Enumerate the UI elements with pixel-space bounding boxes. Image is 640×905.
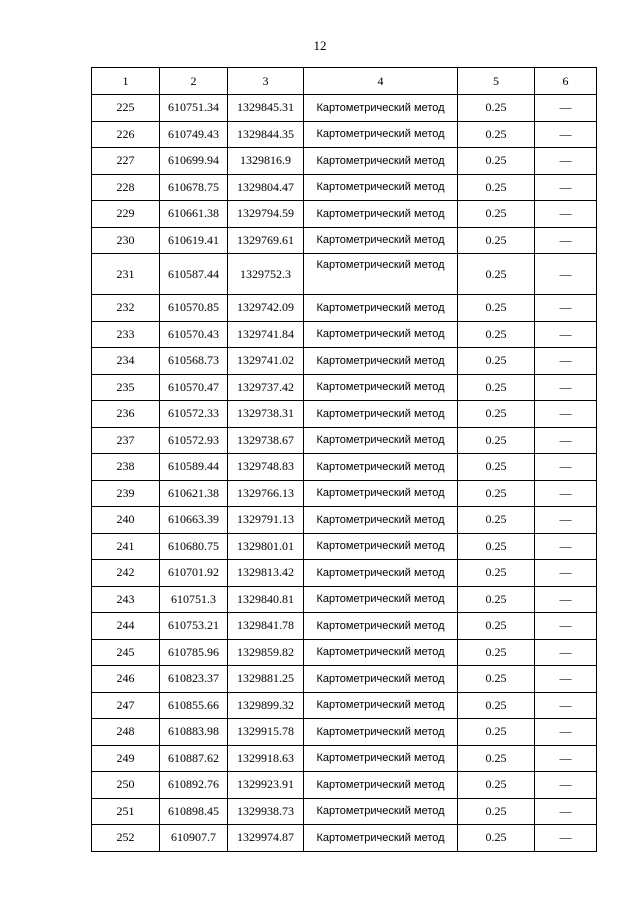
accuracy-cell: 0.25: [458, 825, 535, 852]
y-coordinate-cell: 1329737.42: [228, 374, 304, 401]
description-cell: —: [535, 507, 597, 534]
description-cell: —: [535, 95, 597, 122]
accuracy-cell: 0.25: [458, 719, 535, 746]
method-cell: Картометрический метод: [304, 798, 458, 825]
column-header: 2: [160, 68, 228, 95]
accuracy-cell: 0.25: [458, 174, 535, 201]
description-cell: —: [535, 148, 597, 175]
point-number-cell: 232: [92, 295, 160, 322]
y-coordinate-cell: 1329738.31: [228, 401, 304, 428]
table-row: [92, 295, 597, 322]
y-coordinate-cell: 1329816.9: [228, 148, 304, 175]
point-number-cell: 227: [92, 148, 160, 175]
x-coordinate-cell: 610751.34: [160, 95, 228, 122]
y-coordinate-cell: 1329794.59: [228, 201, 304, 228]
method-cell: Картометрический метод: [304, 174, 458, 201]
table-row: [92, 613, 597, 640]
accuracy-cell: 0.25: [458, 507, 535, 534]
method-cell: Картометрический метод: [304, 374, 458, 401]
y-coordinate-cell: 1329859.82: [228, 639, 304, 666]
point-number-cell: 240: [92, 507, 160, 534]
accuracy-cell: 0.25: [458, 348, 535, 375]
accuracy-cell: 0.25: [458, 374, 535, 401]
accuracy-cell: 0.25: [458, 254, 535, 295]
x-coordinate-cell: 610823.37: [160, 666, 228, 693]
method-cell: Картометрический метод: [304, 254, 458, 295]
description-cell: —: [535, 560, 597, 587]
method-cell: Картометрический метод: [304, 295, 458, 322]
accuracy-cell: 0.25: [458, 666, 535, 693]
method-cell: Картометрический метод: [304, 95, 458, 122]
description-cell: —: [535, 348, 597, 375]
point-number-cell: 234: [92, 348, 160, 375]
x-coordinate-cell: 610572.93: [160, 427, 228, 454]
y-coordinate-cell: 1329752.3: [228, 254, 304, 295]
accuracy-cell: 0.25: [458, 772, 535, 799]
table-header: [92, 68, 597, 95]
description-cell: —: [535, 745, 597, 772]
y-coordinate-cell: 1329881.25: [228, 666, 304, 693]
point-number-cell: 235: [92, 374, 160, 401]
x-coordinate-cell: 610678.75: [160, 174, 228, 201]
method-cell: Картометрический метод: [304, 692, 458, 719]
y-coordinate-cell: 1329845.31: [228, 95, 304, 122]
description-cell: —: [535, 254, 597, 295]
accuracy-cell: 0.25: [458, 201, 535, 228]
table-row: [92, 148, 597, 175]
method-cell: Картометрический метод: [304, 533, 458, 560]
method-cell: Картометрический метод: [304, 121, 458, 148]
table-row: [92, 507, 597, 534]
method-cell: Картометрический метод: [304, 148, 458, 175]
table-row: [92, 825, 597, 852]
description-cell: —: [535, 201, 597, 228]
point-number-cell: 238: [92, 454, 160, 481]
y-coordinate-cell: 1329766.13: [228, 480, 304, 507]
y-coordinate-cell: 1329915.78: [228, 719, 304, 746]
method-cell: Картометрический метод: [304, 427, 458, 454]
description-cell: —: [535, 454, 597, 481]
table-row: [92, 666, 597, 693]
table-row: [92, 201, 597, 228]
table-row: [92, 639, 597, 666]
point-number-cell: 246: [92, 666, 160, 693]
column-header: 1: [92, 68, 160, 95]
method-cell: Картометрический метод: [304, 401, 458, 428]
method-cell: Картометрический метод: [304, 227, 458, 254]
y-coordinate-cell: 1329748.83: [228, 454, 304, 481]
table-row: [92, 719, 597, 746]
table-row: [92, 348, 597, 375]
description-cell: —: [535, 825, 597, 852]
table-row: [92, 321, 597, 348]
accuracy-cell: 0.25: [458, 95, 535, 122]
point-number-cell: 239: [92, 480, 160, 507]
x-coordinate-cell: 610855.66: [160, 692, 228, 719]
table-row: [92, 374, 597, 401]
column-header: 5: [458, 68, 535, 95]
table-row: [92, 254, 597, 295]
point-number-cell: 252: [92, 825, 160, 852]
column-header: 3: [228, 68, 304, 95]
x-coordinate-cell: 610587.44: [160, 254, 228, 295]
accuracy-cell: 0.25: [458, 586, 535, 613]
point-number-cell: 229: [92, 201, 160, 228]
accuracy-cell: 0.25: [458, 692, 535, 719]
method-cell: Картометрический метод: [304, 480, 458, 507]
x-coordinate-cell: 610621.38: [160, 480, 228, 507]
page-number: 12: [313, 38, 327, 53]
method-cell: Картометрический метод: [304, 560, 458, 587]
y-coordinate-cell: 1329840.81: [228, 586, 304, 613]
description-cell: —: [535, 533, 597, 560]
accuracy-cell: 0.25: [458, 480, 535, 507]
description-cell: —: [535, 374, 597, 401]
description-cell: —: [535, 321, 597, 348]
point-number-cell: 245: [92, 639, 160, 666]
method-cell: Картометрический метод: [304, 507, 458, 534]
header-row: [92, 68, 597, 95]
y-coordinate-cell: 1329841.78: [228, 613, 304, 640]
y-coordinate-cell: 1329899.32: [228, 692, 304, 719]
method-cell: Картометрический метод: [304, 321, 458, 348]
table-row: [92, 745, 597, 772]
method-cell: Картометрический метод: [304, 745, 458, 772]
x-coordinate-cell: 610589.44: [160, 454, 228, 481]
method-cell: Картометрический метод: [304, 613, 458, 640]
point-number-cell: 231: [92, 254, 160, 295]
method-cell: Картометрический метод: [304, 454, 458, 481]
coordinates-table: [91, 67, 597, 852]
method-cell: Картометрический метод: [304, 666, 458, 693]
table-row: [92, 772, 597, 799]
table-row: [92, 427, 597, 454]
accuracy-cell: 0.25: [458, 613, 535, 640]
y-coordinate-cell: 1329791.13: [228, 507, 304, 534]
y-coordinate-cell: 1329938.73: [228, 798, 304, 825]
point-number-cell: 244: [92, 613, 160, 640]
table-row: [92, 586, 597, 613]
table-row: [92, 692, 597, 719]
x-coordinate-cell: 610753.21: [160, 613, 228, 640]
point-number-cell: 233: [92, 321, 160, 348]
method-cell: Картометрический метод: [304, 772, 458, 799]
y-coordinate-cell: 1329741.02: [228, 348, 304, 375]
description-cell: —: [535, 639, 597, 666]
table-row: [92, 95, 597, 122]
accuracy-cell: 0.25: [458, 639, 535, 666]
accuracy-cell: 0.25: [458, 560, 535, 587]
y-coordinate-cell: 1329844.35: [228, 121, 304, 148]
x-coordinate-cell: 610661.38: [160, 201, 228, 228]
x-coordinate-cell: 610572.33: [160, 401, 228, 428]
x-coordinate-cell: 610570.43: [160, 321, 228, 348]
point-number-cell: 242: [92, 560, 160, 587]
point-number-cell: 243: [92, 586, 160, 613]
y-coordinate-cell: 1329801.01: [228, 533, 304, 560]
column-header: 4: [304, 68, 458, 95]
table-row: [92, 227, 597, 254]
method-cell: Картометрический метод: [304, 825, 458, 852]
method-cell: Картометрический метод: [304, 719, 458, 746]
method-cell: Картометрический метод: [304, 201, 458, 228]
method-cell: Картометрический метод: [304, 348, 458, 375]
x-coordinate-cell: 610751.3: [160, 586, 228, 613]
description-cell: —: [535, 666, 597, 693]
y-coordinate-cell: 1329813.42: [228, 560, 304, 587]
accuracy-cell: 0.25: [458, 533, 535, 560]
x-coordinate-cell: 610887.62: [160, 745, 228, 772]
x-coordinate-cell: 610907.7: [160, 825, 228, 852]
x-coordinate-cell: 610898.45: [160, 798, 228, 825]
x-coordinate-cell: 610619.41: [160, 227, 228, 254]
table-row: [92, 533, 597, 560]
point-number-cell: 250: [92, 772, 160, 799]
method-cell: Картометрический метод: [304, 586, 458, 613]
x-coordinate-cell: 610699.94: [160, 148, 228, 175]
accuracy-cell: 0.25: [458, 227, 535, 254]
point-number-cell: 230: [92, 227, 160, 254]
table-row: [92, 798, 597, 825]
x-coordinate-cell: 610680.75: [160, 533, 228, 560]
table-row: [92, 401, 597, 428]
y-coordinate-cell: 1329804.47: [228, 174, 304, 201]
y-coordinate-cell: 1329923.91: [228, 772, 304, 799]
y-coordinate-cell: 1329741.84: [228, 321, 304, 348]
table-row: [92, 174, 597, 201]
description-cell: —: [535, 174, 597, 201]
accuracy-cell: 0.25: [458, 321, 535, 348]
accuracy-cell: 0.25: [458, 454, 535, 481]
description-cell: —: [535, 613, 597, 640]
table-row: [92, 121, 597, 148]
table-row: [92, 480, 597, 507]
y-coordinate-cell: 1329974.87: [228, 825, 304, 852]
table-row: [92, 454, 597, 481]
accuracy-cell: 0.25: [458, 798, 535, 825]
table-row: [92, 560, 597, 587]
accuracy-cell: 0.25: [458, 295, 535, 322]
point-number-cell: 241: [92, 533, 160, 560]
description-cell: —: [535, 401, 597, 428]
description-cell: —: [535, 480, 597, 507]
description-cell: —: [535, 227, 597, 254]
x-coordinate-cell: 610568.73: [160, 348, 228, 375]
description-cell: —: [535, 586, 597, 613]
point-number-cell: 236: [92, 401, 160, 428]
accuracy-cell: 0.25: [458, 148, 535, 175]
x-coordinate-cell: 610663.39: [160, 507, 228, 534]
x-coordinate-cell: 610785.96: [160, 639, 228, 666]
description-cell: —: [535, 772, 597, 799]
point-number-cell: 237: [92, 427, 160, 454]
point-number-cell: 228: [92, 174, 160, 201]
point-number-cell: 225: [92, 95, 160, 122]
table-body: [92, 95, 597, 852]
x-coordinate-cell: 610892.76: [160, 772, 228, 799]
point-number-cell: 247: [92, 692, 160, 719]
description-cell: —: [535, 692, 597, 719]
description-cell: —: [535, 121, 597, 148]
point-number-cell: 251: [92, 798, 160, 825]
y-coordinate-cell: 1329742.09: [228, 295, 304, 322]
column-header: 6: [535, 68, 597, 95]
x-coordinate-cell: 610570.85: [160, 295, 228, 322]
description-cell: —: [535, 427, 597, 454]
description-cell: —: [535, 798, 597, 825]
accuracy-cell: 0.25: [458, 745, 535, 772]
x-coordinate-cell: 610570.47: [160, 374, 228, 401]
x-coordinate-cell: 610749.43: [160, 121, 228, 148]
accuracy-cell: 0.25: [458, 121, 535, 148]
accuracy-cell: 0.25: [458, 427, 535, 454]
point-number-cell: 249: [92, 745, 160, 772]
x-coordinate-cell: 610883.98: [160, 719, 228, 746]
description-cell: —: [535, 719, 597, 746]
point-number-cell: 248: [92, 719, 160, 746]
method-cell: Картометрический метод: [304, 639, 458, 666]
point-number-cell: 226: [92, 121, 160, 148]
accuracy-cell: 0.25: [458, 401, 535, 428]
y-coordinate-cell: 1329738.67: [228, 427, 304, 454]
y-coordinate-cell: 1329769.61: [228, 227, 304, 254]
y-coordinate-cell: 1329918.63: [228, 745, 304, 772]
x-coordinate-cell: 610701.92: [160, 560, 228, 587]
description-cell: —: [535, 295, 597, 322]
